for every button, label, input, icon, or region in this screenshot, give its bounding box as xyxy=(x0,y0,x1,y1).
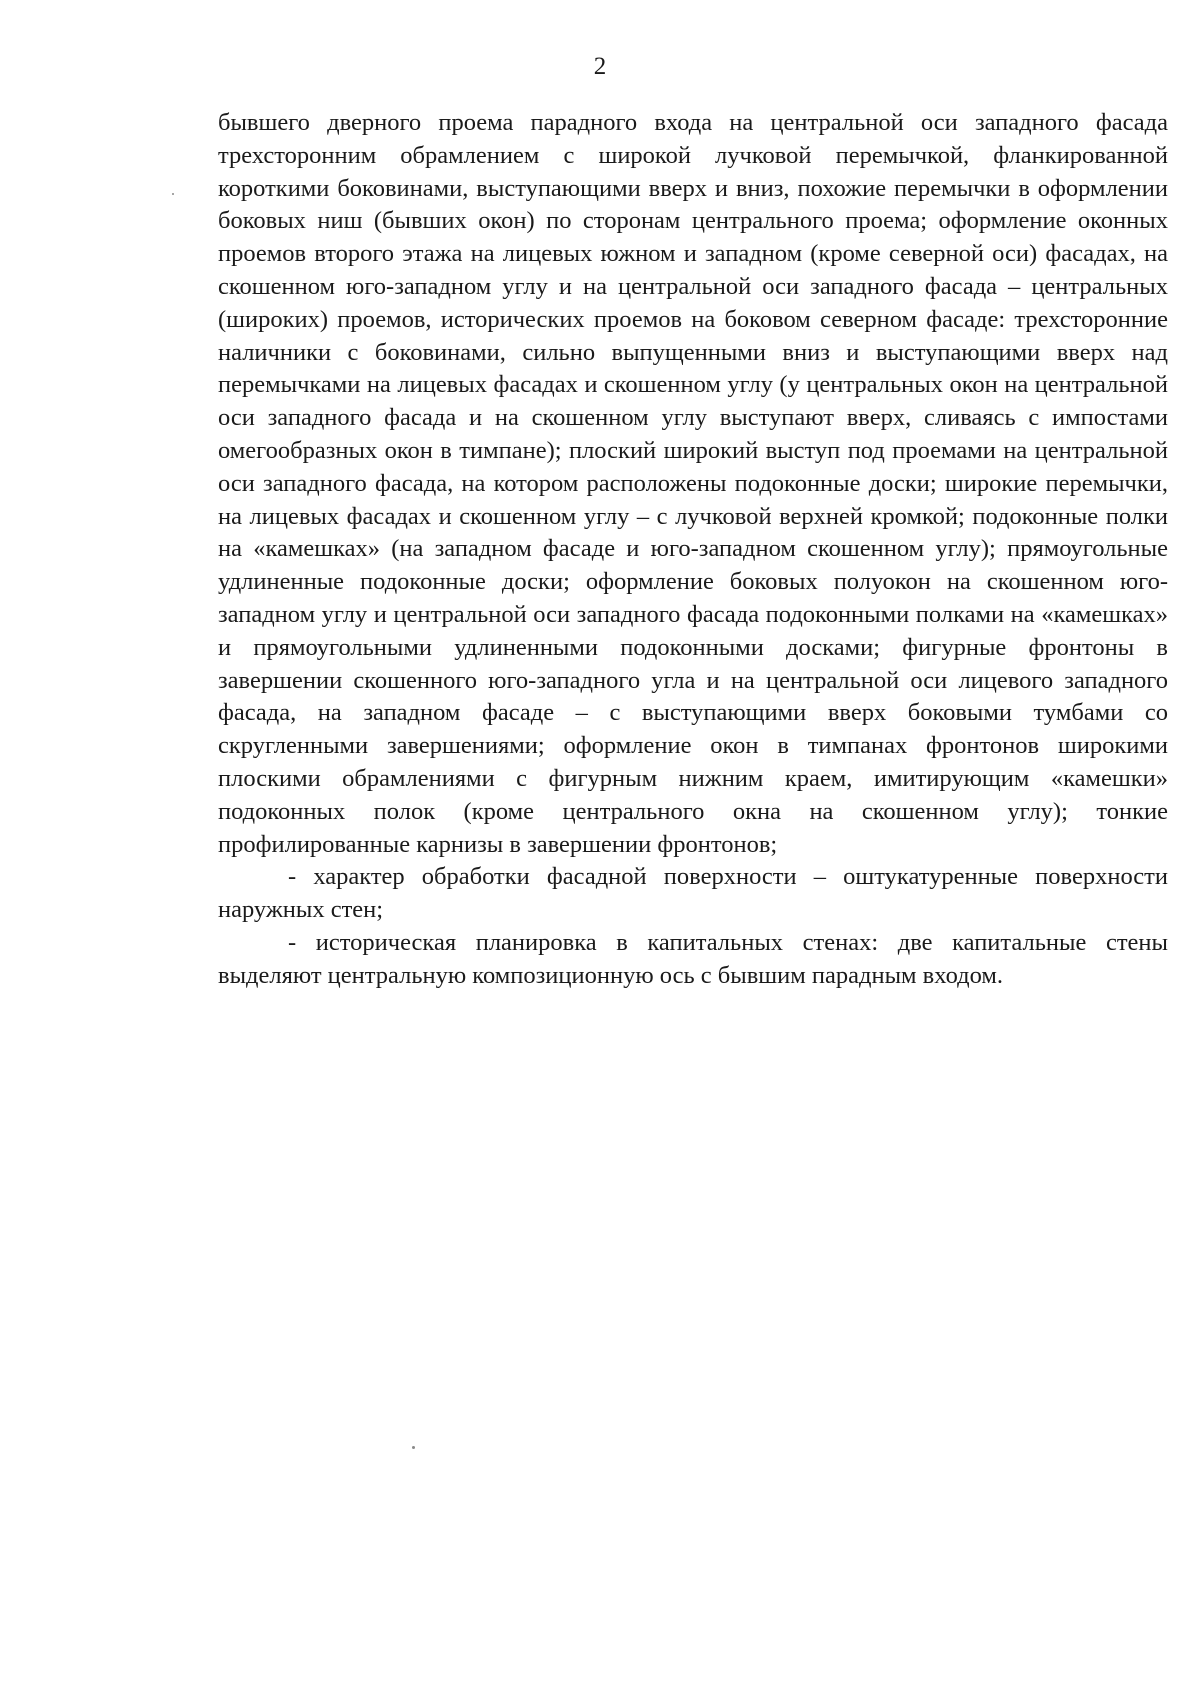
paragraph-historic-layout: - историческая планировка в капитальных стенах: две капитальные стены выделяют центральную композиционную ось с бывшим парадным входом. xyxy=(218,928,1168,989)
paragraph-surface-treatment: - характер обработки фасадной поверхности – оштукатуренные поверхности наружных стен; xyxy=(218,863,1168,924)
paragraph-facade-details: бывшего дверного проема парадного входа на центральной оси западного фасада трехсторонним обрамлением с широкой лучковой перемычкой, фланкированной короткими боковинами, выступающими вверх и вниз, похожие перемычки в оформлении боковых ниш (бывших окон) по сторонам центрального проема; оформление оконных проемов второго этажа на лицевых южном и западном (кроме северной оси) фасадах, на скошенном юго-западном углу и на центральной оси западного фасада – центральных (широких) проемов, исторических проемов на боковом северном фасаде: трехсторонние наличники с боковинами, сильно выпущенными вниз и выступающими вверх над перемычками на лицевых фасадах и скошенном углу (у центральных окон на центральной оси западного фасада и на скошенном углу выступают вверх, сливаясь с импостами омегообразных окон в тимпане); плоский широкий выступ под проемами на центральной оси западного фасада, на котором расположены подоконные доски; широкие перемычки, на лицевых фасадах и скошенном углу – с лучковой верхней кромкой; подоконные полки на «камешках» (на западном фасаде и юго-западном скошенном углу); прямоугольные удлиненные подоконные доски; оформление боковых полуокон на скошенном юго-западном углу и центральной оси западного фасада подоконными полками на «камешках» и прямоугольными удлиненными подоконными досками; фигурные фронтоны в завершении скошенного юго-западного угла и на центральной оси лицевого западного фасада, на западном фасаде – с выступающими вверх боковыми тумбами со скругленными завершениями; оформление окон в тимпанах фронтонов широкими плоскими обрамлениями с фигурным нижним краем, имитирующим «камешки» подоконных полок (кроме центрального окна на скошенном углу); тонкие профилированные карнизы в завершении фронтонов; xyxy=(218,109,1168,858)
page-number: 2 xyxy=(593,53,607,80)
scan-speck xyxy=(172,193,174,195)
document-body xyxy=(218,107,1168,993)
scan-speck xyxy=(412,1446,415,1449)
